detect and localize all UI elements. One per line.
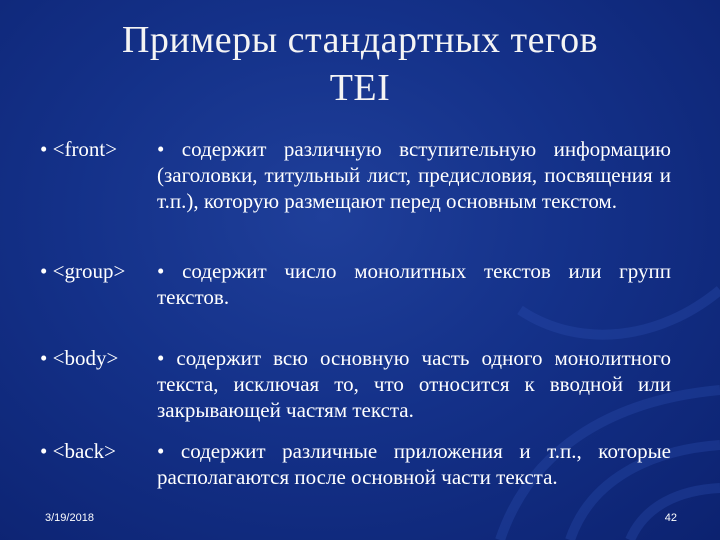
- slide-title-line-2: TEI: [329, 67, 391, 109]
- tag-name: • <front>: [40, 137, 118, 161]
- tag-description: • содержит различную вступительную информацию (заголовки, титульный лист, предисловия, посвящения и т.п.), которую размещают перед основным текстом.: [157, 137, 671, 213]
- tag-description: • содержит всю основную часть одного монолитного текста, исключая то, что относится к вводной или закрывающей частям текста.: [157, 346, 671, 422]
- footer-date: 3/19/2018: [45, 512, 94, 524]
- tag-name: • <body>: [40, 346, 119, 370]
- slide-title: [0, 16, 720, 112]
- page-number: 42: [664, 512, 677, 524]
- tag-name: • <group>: [40, 259, 126, 283]
- slide-title-line-1: Примеры стандартных тегов: [121, 19, 599, 61]
- tag-name: • <back>: [40, 439, 116, 463]
- tag-description: • содержит различные приложения и т.п., которые располагаются после основной части текста.: [157, 439, 671, 489]
- tag-description: • содержит число монолитных текстов или групп текстов.: [157, 259, 671, 309]
